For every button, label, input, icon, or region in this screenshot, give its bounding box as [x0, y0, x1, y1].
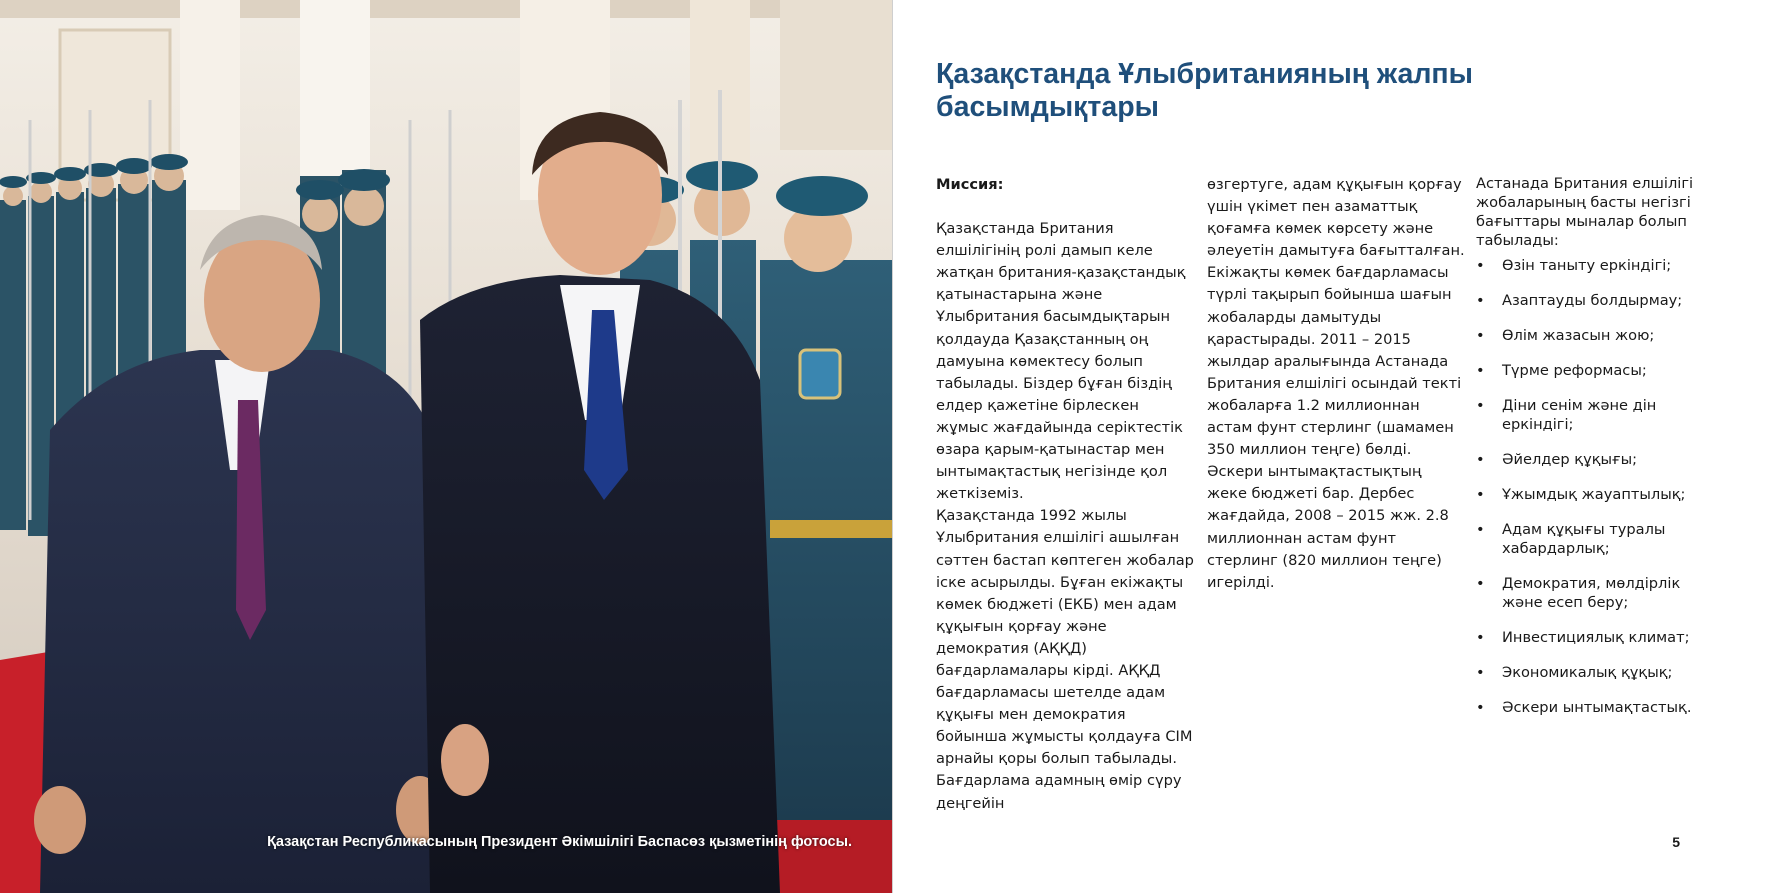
programmes-paragraph: өзгертуге, адам құқығын қорғау үшін үкімет пен азаматтық қоғамға көмек көрсету және әлеуетін дамытуға бағытталған. Екіжақты көмек бағдарламасы түрлі тақырып бойынша шағын жобаларды дамытуды қарастырады. 2011 – 2015 жылдар аралығында Астанада Британия елшілігі осындай текті жобаларға 1.2 миллионнан астам фунт стерлинг (шамамен 350 миллион теңге) бөлді. Әскери ынтымақтастықтың жеке бюджеті бар. Дербес жағдайда, 2008 – 2015 жж. 2.8 миллионнан астам фунт стерлинг (820 миллион теңге) игерілді.: [1207, 176, 1465, 591]
list-item: • Ұжымдық жауаптылық;: [1476, 486, 1686, 503]
photo-caption: Қазақстан Республикасының Президент Әкімшілігі Баспасөз қызметінің фотосы.: [267, 834, 852, 850]
priorities-list: [1476, 256, 1716, 717]
list-item: • Экономикалық құқық;: [1476, 664, 1673, 681]
list-item: • Діни сенім және дін еркіндігі;: [1476, 397, 1657, 433]
list-item: • Демократия, мөлдірлік және есеп беру;: [1476, 575, 1681, 611]
bullet-icon: •: [1476, 397, 1485, 414]
column-programmes: [1207, 174, 1465, 594]
priorities-intro: Астанада Британия елшілігі жобаларының басты негізгі бағыттары мыналар болып табылады:: [1476, 175, 1694, 249]
bullet-icon: •: [1476, 362, 1485, 379]
official-visit-photo: [0, 0, 892, 893]
bullet-icon: •: [1476, 451, 1485, 468]
bullet-icon: •: [1476, 521, 1485, 538]
page-number: 5: [1672, 834, 1680, 850]
text-page: [892, 0, 1786, 893]
list-item: • Өзін таныту еркіндігі;: [1476, 257, 1672, 274]
list-item: • Адам құқығы туралы хабардарлық;: [1476, 521, 1666, 557]
list-item: • Азаптауды болдырмау;: [1476, 292, 1683, 309]
bullet-icon: •: [1476, 486, 1485, 503]
bullet-icon: •: [1476, 629, 1485, 646]
column-mission: [936, 174, 1194, 815]
bullet-icon: •: [1476, 292, 1485, 309]
mission-label: Миссия:: [936, 176, 1004, 193]
list-item: • Түрме реформасы;: [1476, 362, 1647, 379]
bullet-icon: •: [1476, 257, 1485, 274]
list-item: • Әскери ынтымақтастық.: [1476, 699, 1692, 716]
bullet-icon: •: [1476, 575, 1485, 592]
bullet-icon: •: [1476, 664, 1485, 681]
page-title: Қазақстанда Ұлыбританияның жалпы басымдықтары: [936, 58, 1473, 123]
list-item: • Өлім жазасын жою;: [1476, 327, 1655, 344]
list-item: • Инвестициялық климат;: [1476, 629, 1690, 646]
column-priorities: [1476, 174, 1716, 733]
history-paragraph: Қазақстанда 1992 жылы Ұлыбритания елшілігі ашылған сәттен бастап көптеген жобалар іске асырылды. Бұған екіжақты көмек бюджеті (ЕКБ) мен адам құқығын қорғау және демократия (АҚҚД) бағдарламалары кірді. АҚҚД бағдарламасы шетелде адам құқығы мен демократия бойынша жұмысты қолдауға СІМ арнайы қоры болып табылады. Бағдарлама адамның өмір сүру деңгейін: [936, 507, 1194, 812]
bullet-icon: •: [1476, 699, 1485, 716]
list-item: • Әйелдер құқығы;: [1476, 451, 1638, 468]
bullet-icon: •: [1476, 327, 1485, 344]
mission-paragraph: Қазақстанда Британия елшілігінің ролі дамып келе жатқан британия-қазақстандық қатынастарына және Ұлыбритания басымдықтарын қолдауда Қазақстанның оң дамуына көмектесу болып табылады. Біздер бұған біздің елдер қажетіне бірлескен жұмыс жағдайында серіктестік өзара қарым-қатынастар мен ынтымақтастық негізінде қол жеткіземіз.: [936, 220, 1186, 503]
photo-page: [0, 0, 892, 893]
